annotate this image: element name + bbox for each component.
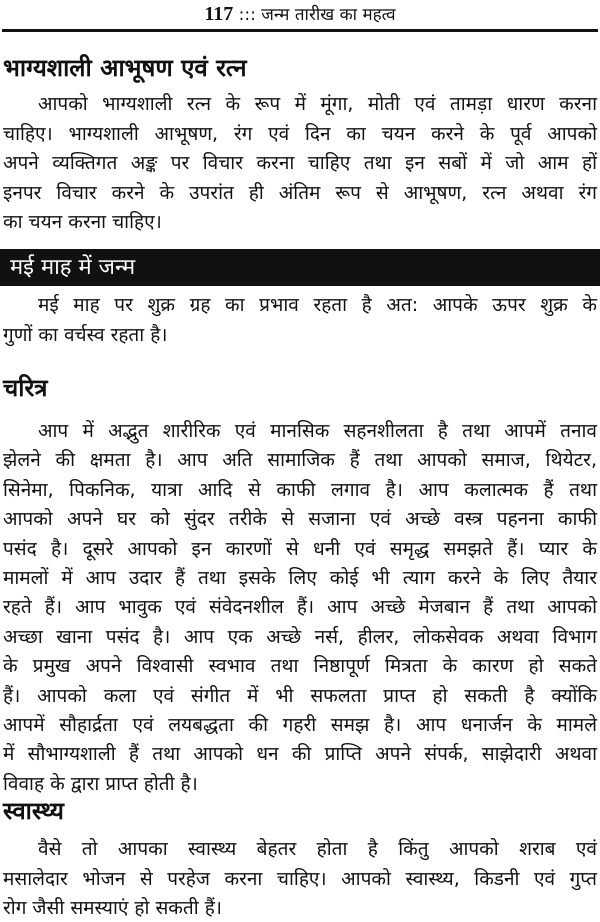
paragraph-line: अच्छा खाना पसंद है। आप एक अच्छे नर्स, हीलर, लोकसेवक अथवा विभाग: [3, 625, 597, 648]
paragraph-line: में सौभाग्यशाली हैं तथा आपको धन की प्राप्ति अपने संपर्क, साझेदारी अथवा: [3, 743, 597, 766]
header-rule: [2, 29, 598, 32]
paragraph-line: आपको अपने घर को सुंदर तरीके से सजाना एवं अच्छे वस्त्र पहनना काफी: [3, 508, 597, 531]
paragraph-line: चाहिए। भाग्यशाली आभूषण, रंग एवं दिन का चयन करने के पूर्व आपको: [3, 122, 597, 145]
running-title: जन्म तारीख का महत्व: [261, 5, 396, 25]
paragraph-line: मई माह पर शुक्र ग्रह का प्रभाव रहता है अत: आपके ऊपर शुक्र के: [38, 294, 597, 316]
paragraph-line: आपको भाग्यशाली रत्न के रूप में मूंगा, मोती एवं तामड़ा धारण करना: [38, 93, 597, 115]
paragraph-line: पसंद है। दूसरे आपको इन कारणों से धनी एवं समृद्ध समझते हैं। प्यार के: [3, 537, 597, 560]
header-separator: :::: [238, 5, 256, 25]
paragraph-line: सिनेमा, पिकनिक, यात्रा आदि से काफी लगाव है। आप कलात्मक हैं तथा: [3, 478, 597, 501]
section-heading: भाग्यशाली आभूषण एवं रत्न: [3, 54, 247, 82]
paragraph-line: आप में अद्भुत शारीरिक एवं मानसिक सहनशीलता है तथा आपमें तनाव: [38, 420, 597, 442]
paragraph-line: वैसे तो आपका स्वास्थ्य बेहतर होता है किंतु आपको शराब एवं: [38, 838, 597, 860]
section-heading: चरित्र: [3, 374, 48, 402]
paragraph-line: मामलों में आप उदार हैं तथा इसके लिए कोई भी त्याग करने के लिए तैयार: [3, 567, 597, 589]
paragraph-line: का चयन करना चाहिए।: [3, 211, 162, 234]
paragraph-line: के प्रमुख अपने विश्वासी स्वभाव तथा निष्ठापूर्ण मित्रता के कारण हो सकते: [3, 655, 597, 678]
paragraph-line: हैं। आपको कला एवं संगीत में भी सफलता प्राप्त हो सकती है क्योंकि: [3, 684, 597, 707]
paragraph-line: विवाह के द्वारा प्राप्त होती है।: [3, 772, 198, 795]
paragraph-line: रोग जैसी समस्याएं हो सकती हैं।: [3, 897, 222, 919]
paragraph-line: झेलने की क्षमता है। आप अति सामाजिक हैं तथा आपको समाज, थियेटर,: [3, 449, 597, 472]
section-heading: स्वास्थ्य: [3, 797, 64, 825]
paragraph-line: अपने व्यक्तिगत अङ्क पर विचार करना चाहिए तथा इन सबों में जो आम हों: [3, 152, 597, 175]
paragraph-line: मसालेदार भोजन से परहेज करना चाहिए। आपको स्वास्थ्य, किडनी एवं गुप्त: [3, 867, 597, 890]
paragraph-line: इनपर विचार करने के उपरांत ही अंतिम रूप से आभूषण, रत्न अथवा रंग: [3, 181, 597, 204]
page-number: 117: [204, 3, 234, 25]
paragraph-line: आपमें सौहार्द्रता एवं लयबद्धता की गहरी समझ है। आप धनार्जन के मामले: [3, 714, 597, 736]
running-header: [0, 2, 600, 27]
paragraph-line: रहते हैं। आप भावुक एवं संवेदनशील हैं। आप अच्छे मेजबान हैं तथा आपको: [3, 596, 597, 619]
paragraph-line: गुणों का वर्चस्व रहता है।: [3, 323, 168, 346]
section-banner: मई माह में जन्म: [0, 249, 600, 286]
